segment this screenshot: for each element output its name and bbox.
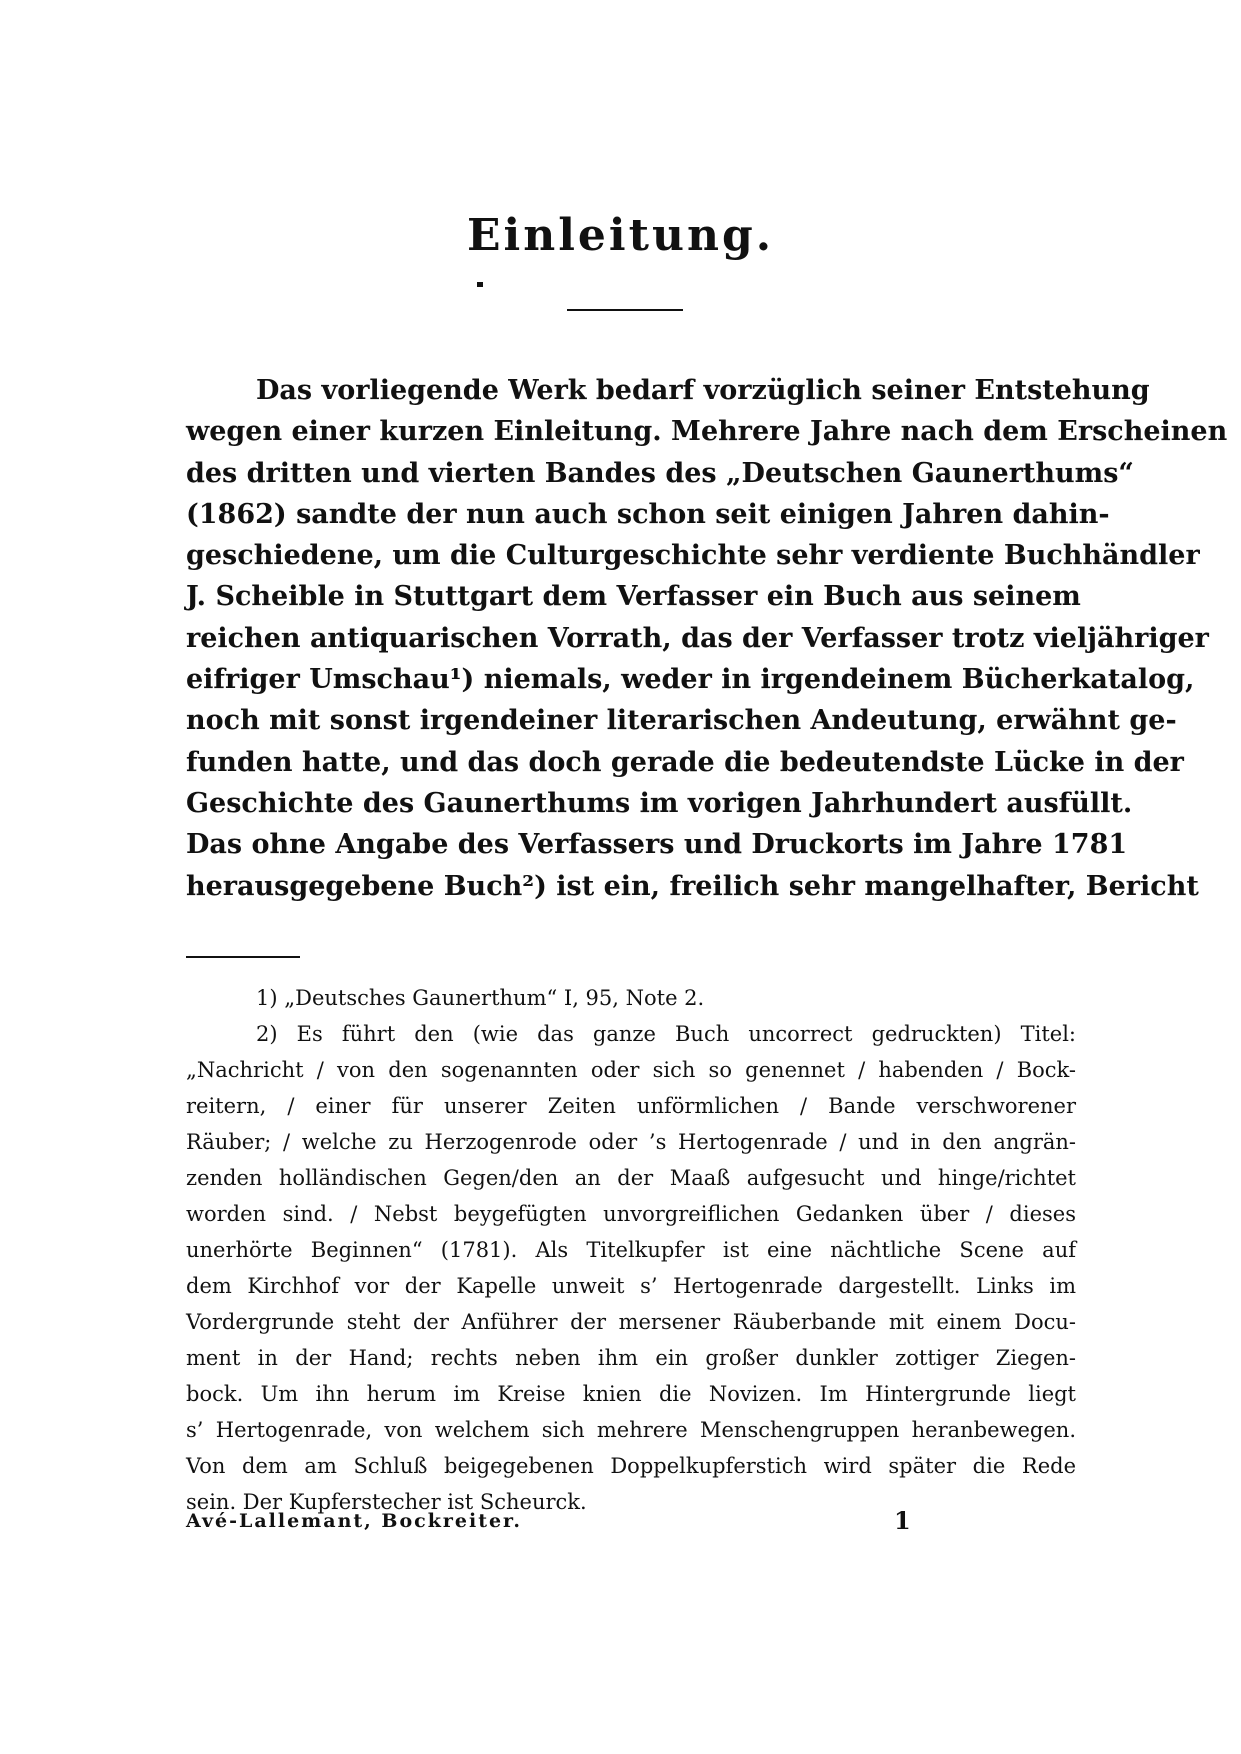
footnote-2-line: ment in der Hand; rechts neben ihm ein großer dunkler zottiger Ziegen- <box>186 1346 1076 1370</box>
body-line: reichen antiquarischen Vorrath, das der Verfasser trotz vieljähriger <box>186 622 1209 654</box>
footnote-2-line: „Nachricht / von den sogenannten oder sich so genennet / habenden / Bock- <box>186 1058 1076 1082</box>
page-number: 1 <box>894 1506 911 1535</box>
footnote-2-line: sein. Der Kupferstecher ist Scheurck. <box>186 1490 587 1514</box>
footnote-2-line: Von dem am Schluß beigegebenen Doppelkupferstich wird später die Rede <box>186 1454 1076 1478</box>
footnote-2-line: zenden holländischen Gegen/den an der Maaß aufgesucht und hinge/richtet <box>186 1166 1076 1190</box>
body-line: des dritten und vierten Bandes des „Deutschen Gaunerthums“ <box>186 457 1134 489</box>
footnote-2-line: unerhörte Beginnen“ (1781). Als Titelkupfer ist eine nächtliche Scene auf <box>186 1238 1076 1262</box>
chapter-heading: Einleitung. <box>466 210 775 261</box>
page-footer <box>186 1504 1076 1538</box>
footnote-2-line: 2) Es führt den (wie das ganze Buch uncorrect gedruckten) Titel: <box>256 1022 1076 1046</box>
body-line: Geschichte des Gaunerthums im vorigen Jahrhundert ausfüllt. <box>186 787 1133 819</box>
footnote-2-line: reitern, / einer für unserer Zeiten unförmlichen / Bande verschworener <box>186 1094 1076 1118</box>
signature-mark: Avé-Lallemant, Bockreiter. <box>186 1510 522 1532</box>
footnote-rule <box>186 956 300 958</box>
body-line: (1862) sandte der nun auch schon seit einigen Jahren dahin- <box>186 498 1110 530</box>
body-line: herausgegebene Buch²) ist ein, freilich sehr mangelhafter, Bericht <box>186 870 1199 902</box>
body-line: funden hatte, und das doch gerade die bedeutendste Lücke in der <box>186 746 1184 778</box>
heading-rule <box>567 309 683 311</box>
body-line: geschiedene, um die Culturgeschichte sehr verdiente Buchhändler <box>186 540 1200 572</box>
footnote-2-line: dem Kirchhof vor der Kapelle unweit s’ Hertogenrade dargestellt. Links im <box>186 1274 1076 1298</box>
body-line: eifriger Umschau¹) niemals, weder in irgendeinem Bücherkatalog, <box>186 664 1195 696</box>
footnote-1: 1) „Deutsches Gaunerthum“ I, 95, Note 2. <box>256 986 705 1010</box>
print-speck <box>477 282 483 287</box>
footnote-2-line: s’ Hertogenrade, von welchem sich mehrere Menschengruppen heranbewegen. <box>186 1418 1076 1442</box>
body-line: J. Scheible in Stuttgart dem Verfasser ein Buch aus seinem <box>186 581 1081 613</box>
body-line: Das vorliegende Werk bedarf vorzüglich seiner Entstehung <box>256 375 1150 406</box>
body-line: noch mit sonst irgendeiner literarischen Andeutung, erwähnt ge- <box>186 705 1177 737</box>
footnote-2-line: bock. Um ihn herum im Kreise knien die Novizen. Im Hintergrunde liegt <box>186 1382 1076 1406</box>
body-line: wegen einer kurzen Einleitung. Mehrere Jahre nach dem Erscheinen <box>186 416 1228 448</box>
footnote-2-line: Vordergrunde steht der Anführer der mersener Räuberbande mit einem Docu- <box>186 1310 1076 1334</box>
body-line: Das ohne Angabe des Verfassers und Druckorts im Jahre 1781 <box>186 829 1128 861</box>
body-paragraph <box>186 370 1228 907</box>
footnotes <box>186 980 1076 1520</box>
footnote-2-line: worden sind. / Nebst beygefügten unvorgreiflichen Gedanken über / dieses <box>186 1202 1076 1226</box>
footnote-2-line: Räuber; / welche zu Herzogenrode oder ’s Hertogenrade / und in den angrän- <box>186 1130 1076 1154</box>
